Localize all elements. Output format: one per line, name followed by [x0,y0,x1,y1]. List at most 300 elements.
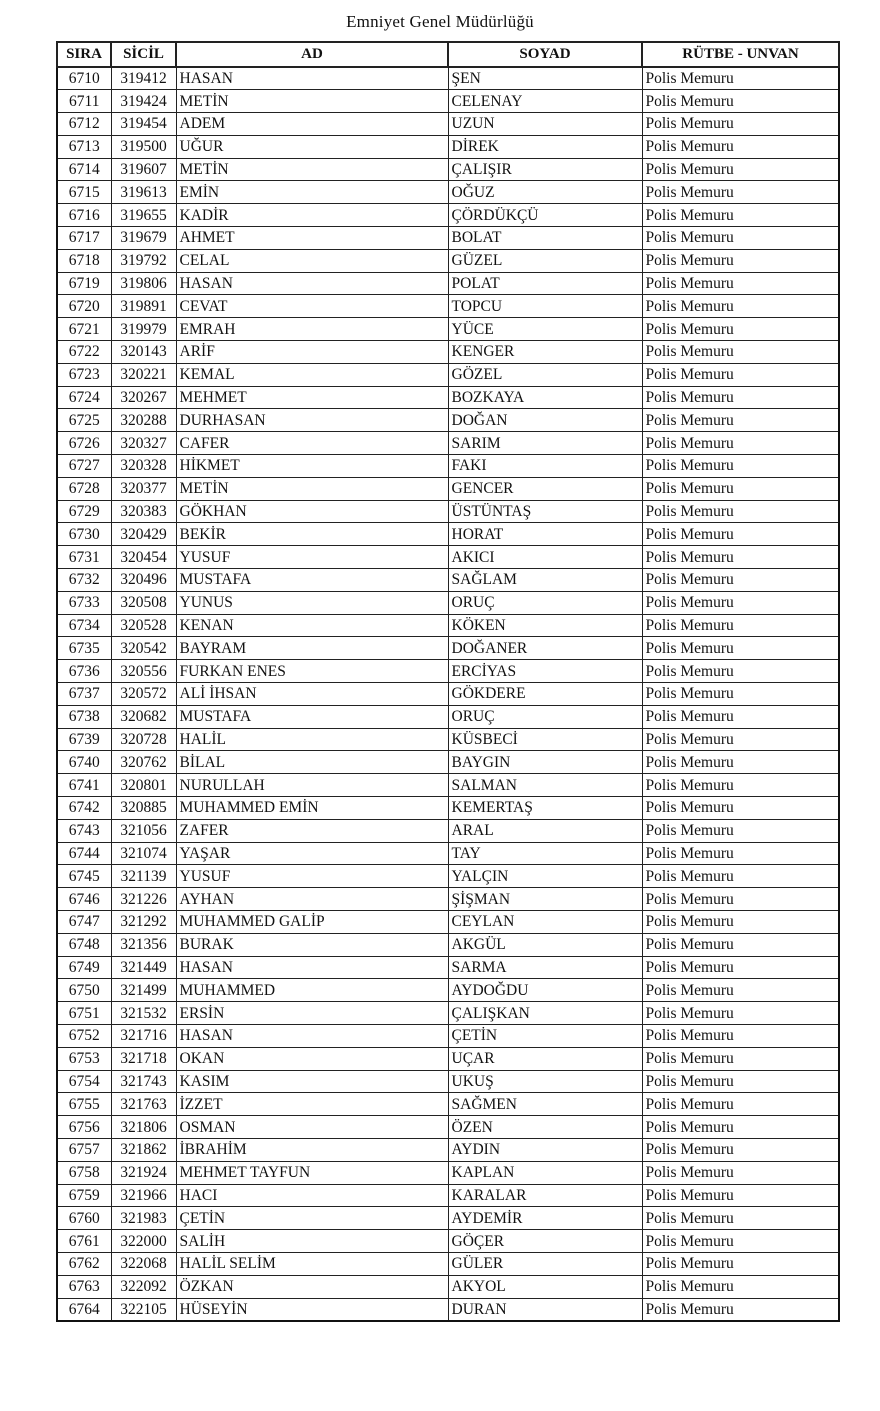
sicil-cell: 320801 [111,774,176,797]
header-ad: AD [176,42,448,67]
soyad-cell: AYDEMİR [448,1207,642,1230]
sira-cell: 6741 [57,774,111,797]
sicil-cell: 320885 [111,797,176,820]
soyad-cell: SAĞMEN [448,1093,642,1116]
ad-cell: BEKİR [176,523,448,546]
sicil-cell: 321449 [111,956,176,979]
sira-cell: 6715 [57,181,111,204]
sira-cell: 6722 [57,341,111,364]
sicil-cell: 320288 [111,409,176,432]
table-body [57,67,839,1321]
rutbe-cell: Polis Memuru [642,569,839,592]
table-row [57,1070,839,1093]
sicil-cell: 319679 [111,227,176,250]
sira-cell: 6733 [57,591,111,614]
sicil-cell: 320508 [111,591,176,614]
sicil-cell: 319792 [111,249,176,272]
soyad-cell: GÖKDERE [448,683,642,706]
rutbe-cell: Polis Memuru [642,865,839,888]
soyad-cell: GÖZEL [448,363,642,386]
rutbe-cell: Polis Memuru [642,614,839,637]
ad-cell: YUSUF [176,546,448,569]
soyad-cell: ORUÇ [448,705,642,728]
sira-cell: 6717 [57,227,111,250]
ad-cell: EMRAH [176,318,448,341]
ad-cell: OKAN [176,1047,448,1070]
sicil-cell: 319607 [111,158,176,181]
sira-cell: 6742 [57,797,111,820]
rutbe-cell: Polis Memuru [642,842,839,865]
ad-cell: MUSTAFA [176,705,448,728]
sicil-cell: 321292 [111,910,176,933]
sira-cell: 6762 [57,1252,111,1275]
table-row [57,910,839,933]
sira-cell: 6748 [57,933,111,956]
soyad-cell: TOPCU [448,295,642,318]
ad-cell: YUNUS [176,591,448,614]
rutbe-cell: Polis Memuru [642,295,839,318]
sicil-cell: 321499 [111,979,176,1002]
table-row [57,683,839,706]
soyad-cell: ÇALIŞIR [448,158,642,181]
table-row [57,1024,839,1047]
soyad-cell: AKGÜL [448,933,642,956]
ad-cell: DURHASAN [176,409,448,432]
table-row [57,477,839,500]
ad-cell: ALİ İHSAN [176,683,448,706]
sira-cell: 6759 [57,1184,111,1207]
table-row [57,1275,839,1298]
sira-cell: 6731 [57,546,111,569]
sira-cell: 6729 [57,500,111,523]
sira-cell: 6732 [57,569,111,592]
rutbe-cell: Polis Memuru [642,500,839,523]
rutbe-cell: Polis Memuru [642,979,839,1002]
ad-cell: KASIM [176,1070,448,1093]
sicil-cell: 320572 [111,683,176,706]
rutbe-cell: Polis Memuru [642,797,839,820]
rutbe-cell: Polis Memuru [642,1002,839,1025]
sira-cell: 6710 [57,67,111,90]
table-row [57,705,839,728]
sira-cell: 6720 [57,295,111,318]
ad-cell: METİN [176,477,448,500]
rutbe-cell: Polis Memuru [642,135,839,158]
table-row [57,272,839,295]
table-row [57,455,839,478]
sira-cell: 6764 [57,1298,111,1321]
rutbe-cell: Polis Memuru [642,683,839,706]
soyad-cell: ERCİYAS [448,660,642,683]
table-row [57,1116,839,1139]
sira-cell: 6725 [57,409,111,432]
ad-cell: MUHAMMED GALİP [176,910,448,933]
rutbe-cell: Polis Memuru [642,705,839,728]
sicil-cell: 320328 [111,455,176,478]
table-row [57,774,839,797]
soyad-cell: AKICI [448,546,642,569]
sicil-cell: 320143 [111,341,176,364]
ad-cell: MEHMET TAYFUN [176,1161,448,1184]
table-row [57,90,839,113]
table-row [57,318,839,341]
table-row [57,523,839,546]
rutbe-cell: Polis Memuru [642,363,839,386]
soyad-cell: OĞUZ [448,181,642,204]
sira-cell: 6743 [57,819,111,842]
table-row [57,409,839,432]
ad-cell: ÇETİN [176,1207,448,1230]
sicil-cell: 322000 [111,1230,176,1253]
rutbe-cell: Polis Memuru [642,318,839,341]
table-row [57,819,839,842]
soyad-cell: DOĞANER [448,637,642,660]
table-row [57,751,839,774]
ad-cell: ZAFER [176,819,448,842]
soyad-cell: FAKI [448,455,642,478]
sicil-cell: 319806 [111,272,176,295]
soyad-cell: DURAN [448,1298,642,1321]
ad-cell: EMİN [176,181,448,204]
sicil-cell: 319655 [111,204,176,227]
sira-cell: 6735 [57,637,111,660]
ad-cell: HALİL [176,728,448,751]
ad-cell: BİLAL [176,751,448,774]
sicil-cell: 319454 [111,113,176,136]
sira-cell: 6718 [57,249,111,272]
rutbe-cell: Polis Memuru [642,1207,839,1230]
ad-cell: FURKAN ENES [176,660,448,683]
table-row [57,728,839,751]
table-row [57,865,839,888]
soyad-cell: CEYLAN [448,910,642,933]
table-row [57,1184,839,1207]
soyad-cell: BOZKAYA [448,386,642,409]
document-title: Emniyet Genel Müdürlüğü [346,12,534,31]
ad-cell: SALİH [176,1230,448,1253]
sicil-cell: 320267 [111,386,176,409]
soyad-cell: SALMAN [448,774,642,797]
rutbe-cell: Polis Memuru [642,819,839,842]
rutbe-cell: Polis Memuru [642,455,839,478]
sicil-cell: 320542 [111,637,176,660]
rutbe-cell: Polis Memuru [642,910,839,933]
sira-cell: 6716 [57,204,111,227]
sira-cell: 6714 [57,158,111,181]
sira-cell: 6728 [57,477,111,500]
ad-cell: YAŞAR [176,842,448,865]
rutbe-cell: Polis Memuru [642,1047,839,1070]
sicil-cell: 321139 [111,865,176,888]
table-row [57,113,839,136]
sicil-cell: 321763 [111,1093,176,1116]
sira-cell: 6744 [57,842,111,865]
sira-cell: 6723 [57,363,111,386]
rutbe-cell: Polis Memuru [642,956,839,979]
table-row [57,1298,839,1321]
rutbe-cell: Polis Memuru [642,1024,839,1047]
header-sicil: SİCİL [111,42,176,67]
table-row [57,888,839,911]
ad-cell: HÜSEYİN [176,1298,448,1321]
ad-cell: MUHAMMED [176,979,448,1002]
table-row [57,158,839,181]
sicil-cell: 322092 [111,1275,176,1298]
rutbe-cell: Polis Memuru [642,432,839,455]
rutbe-cell: Polis Memuru [642,113,839,136]
sira-cell: 6719 [57,272,111,295]
sira-cell: 6749 [57,956,111,979]
soyad-cell: UÇAR [448,1047,642,1070]
soyad-cell: KARALAR [448,1184,642,1207]
sicil-cell: 321716 [111,1024,176,1047]
soyad-cell: ORUÇ [448,591,642,614]
table-row [57,1093,839,1116]
ad-cell: KEMAL [176,363,448,386]
soyad-cell: YÜCE [448,318,642,341]
rutbe-cell: Polis Memuru [642,477,839,500]
sira-cell: 6752 [57,1024,111,1047]
rutbe-cell: Polis Memuru [642,1184,839,1207]
sira-cell: 6721 [57,318,111,341]
rutbe-cell: Polis Memuru [642,546,839,569]
table-row [57,181,839,204]
sira-cell: 6739 [57,728,111,751]
sicil-cell: 319424 [111,90,176,113]
table-row [57,956,839,979]
ad-cell: MUSTAFA [176,569,448,592]
sicil-cell: 320377 [111,477,176,500]
sira-cell: 6724 [57,386,111,409]
ad-cell: OSMAN [176,1116,448,1139]
sira-cell: 6727 [57,455,111,478]
sira-cell: 6745 [57,865,111,888]
table-row [57,432,839,455]
table-row [57,227,839,250]
table-row [57,569,839,592]
sicil-cell: 320556 [111,660,176,683]
table-row [57,341,839,364]
rutbe-cell: Polis Memuru [642,728,839,751]
ad-cell: HALİL SELİM [176,1252,448,1275]
soyad-cell: GÖÇER [448,1230,642,1253]
table-header-row [57,42,839,67]
sira-cell: 6754 [57,1070,111,1093]
rutbe-cell: Polis Memuru [642,341,839,364]
sicil-cell: 320682 [111,705,176,728]
rutbe-cell: Polis Memuru [642,1138,839,1161]
table-row [57,67,839,90]
soyad-cell: SARIM [448,432,642,455]
sicil-cell: 319891 [111,295,176,318]
rutbe-cell: Polis Memuru [642,591,839,614]
sicil-cell: 321356 [111,933,176,956]
sira-cell: 6734 [57,614,111,637]
ad-cell: HASAN [176,67,448,90]
ad-cell: İZZET [176,1093,448,1116]
sicil-cell: 321983 [111,1207,176,1230]
table-row [57,1230,839,1253]
soyad-cell: ŞEN [448,67,642,90]
soyad-cell: DİREK [448,135,642,158]
rutbe-cell: Polis Memuru [642,1070,839,1093]
soyad-cell: KAPLAN [448,1161,642,1184]
ad-cell: HİKMET [176,455,448,478]
table-row [57,1252,839,1275]
ad-cell: CEVAT [176,295,448,318]
soyad-cell: KÖKEN [448,614,642,637]
table-row [57,979,839,1002]
rutbe-cell: Polis Memuru [642,751,839,774]
sicil-cell: 320528 [111,614,176,637]
rutbe-cell: Polis Memuru [642,1116,839,1139]
table-row [57,135,839,158]
rutbe-cell: Polis Memuru [642,1298,839,1321]
rutbe-cell: Polis Memuru [642,1275,839,1298]
soyad-cell: UKUŞ [448,1070,642,1093]
personnel-table [56,41,840,1322]
sira-cell: 6753 [57,1047,111,1070]
rutbe-cell: Polis Memuru [642,67,839,90]
table-row [57,591,839,614]
soyad-cell: YALÇIN [448,865,642,888]
sicil-cell: 321924 [111,1161,176,1184]
soyad-cell: UZUN [448,113,642,136]
ad-cell: HASAN [176,1024,448,1047]
soyad-cell: AYDIN [448,1138,642,1161]
ad-cell: MUHAMMED EMİN [176,797,448,820]
ad-cell: ADEM [176,113,448,136]
ad-cell: AHMET [176,227,448,250]
soyad-cell: SARMA [448,956,642,979]
soyad-cell: ÖZEN [448,1116,642,1139]
sicil-cell: 319979 [111,318,176,341]
table-row [57,363,839,386]
sicil-cell: 321743 [111,1070,176,1093]
sicil-cell: 320383 [111,500,176,523]
ad-cell: METİN [176,90,448,113]
ad-cell: HASAN [176,956,448,979]
rutbe-cell: Polis Memuru [642,204,839,227]
table-row [57,204,839,227]
rutbe-cell: Polis Memuru [642,888,839,911]
ad-cell: KADİR [176,204,448,227]
sicil-cell: 321966 [111,1184,176,1207]
rutbe-cell: Polis Memuru [642,523,839,546]
sira-cell: 6761 [57,1230,111,1253]
sicil-cell: 321056 [111,819,176,842]
sira-cell: 6713 [57,135,111,158]
sicil-cell: 322105 [111,1298,176,1321]
sira-cell: 6763 [57,1275,111,1298]
soyad-cell: KÜSBECİ [448,728,642,751]
sicil-cell: 321532 [111,1002,176,1025]
rutbe-cell: Polis Memuru [642,90,839,113]
rutbe-cell: Polis Memuru [642,1230,839,1253]
soyad-cell: ŞİŞMAN [448,888,642,911]
rutbe-cell: Polis Memuru [642,227,839,250]
table-row [57,1047,839,1070]
sira-cell: 6755 [57,1093,111,1116]
ad-cell: BAYRAM [176,637,448,660]
ad-cell: KENAN [176,614,448,637]
ad-cell: BURAK [176,933,448,956]
ad-cell: NURULLAH [176,774,448,797]
soyad-cell: GÜLER [448,1252,642,1275]
rutbe-cell: Polis Memuru [642,660,839,683]
rutbe-cell: Polis Memuru [642,249,839,272]
header-sira: SIRA [57,42,111,67]
sicil-cell: 320454 [111,546,176,569]
sicil-cell: 320762 [111,751,176,774]
sira-cell: 6751 [57,1002,111,1025]
rutbe-cell: Polis Memuru [642,1252,839,1275]
soyad-cell: BOLAT [448,227,642,250]
table-row [57,614,839,637]
rutbe-cell: Polis Memuru [642,386,839,409]
sira-cell: 6712 [57,113,111,136]
sira-cell: 6726 [57,432,111,455]
soyad-cell: AYDOĞDU [448,979,642,1002]
soyad-cell: DOĞAN [448,409,642,432]
sira-cell: 6730 [57,523,111,546]
ad-cell: ERSİN [176,1002,448,1025]
sira-cell: 6737 [57,683,111,706]
sira-cell: 6757 [57,1138,111,1161]
soyad-cell: TAY [448,842,642,865]
sicil-cell: 321862 [111,1138,176,1161]
table-row [57,386,839,409]
ad-cell: ARİF [176,341,448,364]
soyad-cell: AKYOL [448,1275,642,1298]
ad-cell: AYHAN [176,888,448,911]
soyad-cell: HORAT [448,523,642,546]
soyad-cell: CELENAY [448,90,642,113]
sicil-cell: 319613 [111,181,176,204]
sira-cell: 6746 [57,888,111,911]
ad-cell: İBRAHİM [176,1138,448,1161]
ad-cell: CAFER [176,432,448,455]
soyad-cell: KENGER [448,341,642,364]
soyad-cell: SAĞLAM [448,569,642,592]
table-row [57,1161,839,1184]
sicil-cell: 320728 [111,728,176,751]
sira-cell: 6760 [57,1207,111,1230]
ad-cell: UĞUR [176,135,448,158]
sicil-cell: 320327 [111,432,176,455]
soyad-cell: ÇALIŞKAN [448,1002,642,1025]
rutbe-cell: Polis Memuru [642,272,839,295]
soyad-cell: ARAL [448,819,642,842]
ad-cell: ÖZKAN [176,1275,448,1298]
sira-cell: 6738 [57,705,111,728]
table-row [57,1207,839,1230]
table-row [57,546,839,569]
table-row [57,637,839,660]
table-row [57,933,839,956]
rutbe-cell: Polis Memuru [642,933,839,956]
rutbe-cell: Polis Memuru [642,409,839,432]
table-row [57,500,839,523]
rutbe-cell: Polis Memuru [642,1161,839,1184]
sicil-cell: 322068 [111,1252,176,1275]
ad-cell: YUSUF [176,865,448,888]
soyad-cell: ÇETİN [448,1024,642,1047]
sicil-cell: 320221 [111,363,176,386]
soyad-cell: BAYGIN [448,751,642,774]
table-row [57,660,839,683]
table-row [57,797,839,820]
